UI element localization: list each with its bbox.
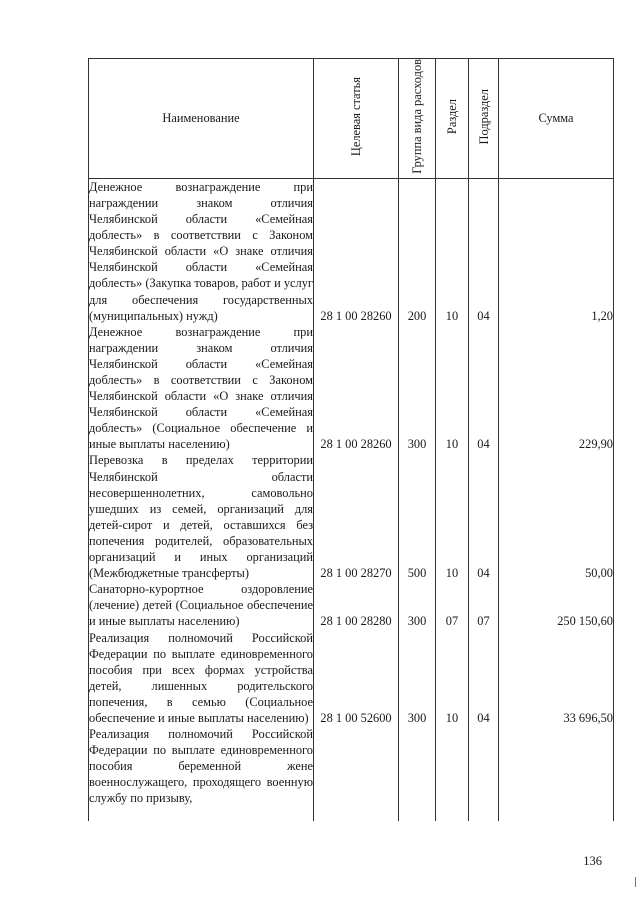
table-row	[89, 630, 614, 727]
table-row	[89, 178, 614, 323]
row-subsection: 04	[469, 630, 499, 727]
row-group	[399, 726, 436, 821]
row-subsection: 04	[469, 178, 499, 323]
row-name: Санаторно-курортное оздоровление (лечение) детей (Социальное обеспечение и иные выплаты населению)	[89, 582, 313, 629]
row-section: 10	[436, 178, 469, 323]
table-row	[89, 726, 614, 821]
row-section: 10	[436, 630, 469, 727]
header-target-article: Целевая статья	[314, 59, 399, 179]
row-sum: 250 150,60	[499, 581, 614, 629]
table-header-row	[89, 59, 614, 179]
row-group: 300	[399, 581, 436, 629]
row-group: 300	[399, 324, 436, 453]
row-subsection	[469, 726, 499, 821]
scan-edge-mark	[635, 877, 636, 887]
row-name: Денежное вознаграждение при награждении знаком отличия Челябинской области «Семейная доблесть» в соответствии с Законом Челябинской области «О знаке отличия Челябинской области «Семейная доблесть» (Социальное обеспечение и иные выплаты населению)	[89, 324, 313, 452]
row-section: 10	[436, 324, 469, 453]
row-section	[436, 726, 469, 821]
row-target: 28 1 00 28270	[314, 452, 399, 581]
row-name: Реализация полномочий Российской Федерации по выплате единовременного пособия беременной жене военнослужащего, проходящего военную службу по призыву,	[89, 726, 314, 821]
header-section: Раздел	[436, 59, 469, 179]
row-target: 28 1 00 52600	[314, 630, 399, 727]
row-sum	[499, 726, 614, 821]
page-number: 136	[583, 854, 602, 868]
header-expense-group: Группа вида расходов	[399, 59, 436, 179]
table-row	[89, 581, 614, 629]
row-group: 300	[399, 630, 436, 727]
row-subsection: 07	[469, 581, 499, 629]
row-subsection: 04	[469, 452, 499, 581]
row-sum: 1,20	[499, 178, 614, 323]
header-name: Наименование	[89, 59, 314, 179]
row-target: 28 1 00 28280	[314, 581, 399, 629]
row-target: 28 1 00 28260	[314, 178, 399, 323]
header-subsection: Подраздел	[469, 59, 499, 179]
table-row	[89, 452, 614, 581]
row-section: 07	[436, 581, 469, 629]
row-name: Реализация полномочий Российской Федерации по выплате единовременного пособия при всех формах устройства детей, лишенных родительского попечения, в семью (Социальное обеспечение и иные выплаты населению)	[89, 630, 313, 725]
row-name: Перевозка в пределах территории Челябинской области несовершеннолетних, самовольно ушедших из семей, организаций для детей-сирот и детей, оставшихся без попечения родителей, образовательных организаций и иных организаций (Межбюджетные трансферты)	[89, 453, 313, 581]
row-sum: 229,90	[499, 324, 614, 453]
row-group: 500	[399, 452, 436, 581]
budget-table	[88, 58, 614, 821]
row-target: 28 1 00 28260	[314, 324, 399, 453]
header-sum: Сумма	[499, 59, 614, 179]
row-subsection: 04	[469, 324, 499, 453]
row-group: 200	[399, 178, 436, 323]
table-row	[89, 324, 614, 453]
row-section: 10	[436, 452, 469, 581]
row-sum: 33 696,50	[499, 630, 614, 727]
row-name: Денежное вознаграждение при награждении знаком отличия Челябинской области «Семейная доблесть» в соответствии с Законом Челябинской области «О знаке отличия Челябинской области «Семейная доблесть» (Закупка товаров, работ и услуг для обеспечения государственных (муниципальных) нужд)	[89, 179, 313, 323]
row-sum: 50,00	[499, 452, 614, 581]
row-target	[314, 726, 399, 821]
